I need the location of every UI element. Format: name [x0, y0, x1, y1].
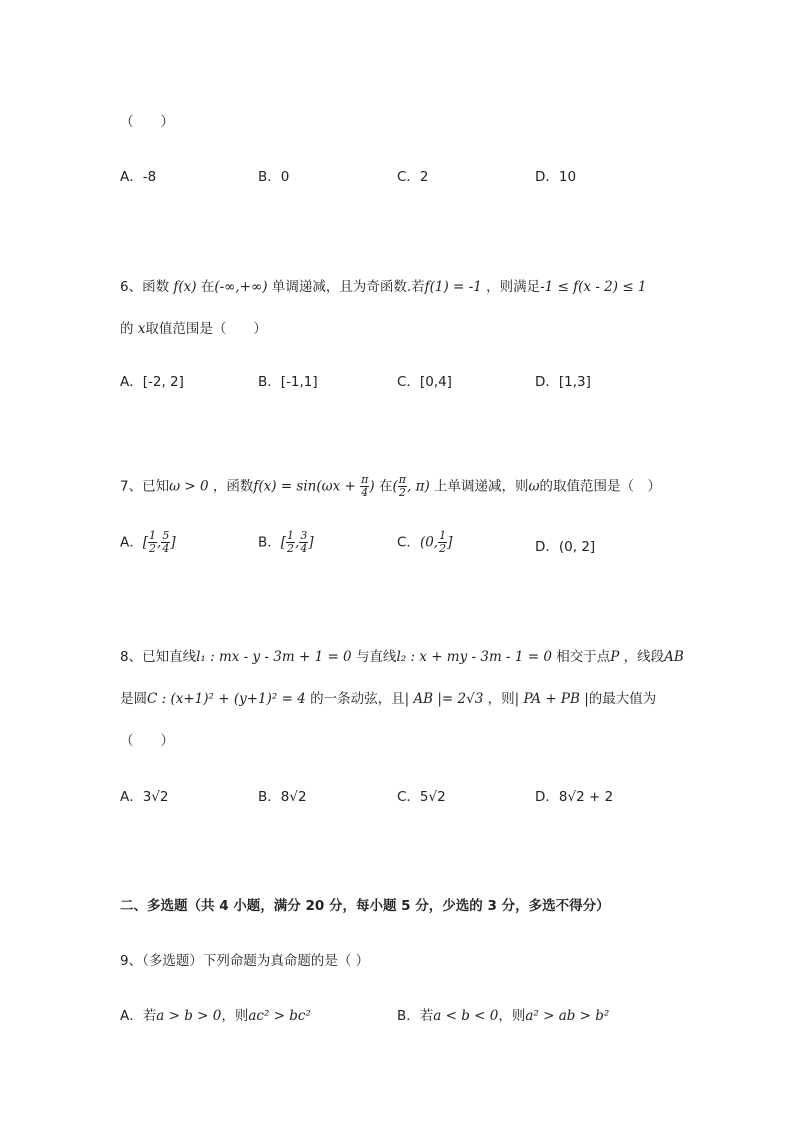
q7-math: ω > 0 [169, 478, 209, 495]
q7-option-d: D．(0, 2] [535, 539, 596, 555]
q5-option-b: B．0 [258, 169, 290, 185]
q8-math: l₂ : x + my - 3m - 1 = 0 [396, 649, 552, 665]
q8-option-c: C．5√2 [397, 789, 446, 805]
q7-text: ，函数 [212, 478, 254, 495]
section-heading: 二、多选题（共 4 小题，满分 20 分，每小题 5 分，少选的 3 分，多选不得分） [120, 898, 610, 914]
q8-math: l₁ : mx - y - 3m + 1 = 0 [196, 649, 352, 665]
q8-math: P [610, 649, 620, 665]
q7-math: , π) [407, 478, 430, 495]
q6-stem-line2 [120, 317, 267, 337]
q8-stem [120, 645, 684, 665]
q5-option-c: C．2 [397, 169, 429, 185]
q5-option-a: A．-8 [120, 169, 157, 185]
q6-math: -1 ≤ f(x - 2) ≤ 1 [540, 279, 647, 295]
q7-option-b: B．[ $\frac{1}{2}$ , $\frac{3}{4}$ ] [258, 529, 314, 555]
q6-text: 在 [200, 279, 215, 295]
q8-text: 是圆 [120, 691, 147, 707]
q6-text: 6、函数 [120, 279, 170, 295]
q6-text: 取值范围是（ ） [145, 321, 267, 337]
q8-paren: （ ） [120, 733, 174, 749]
q7-option-a: A．[ $\frac{1}{2}$ , $\frac{5}{4}$ ] [120, 529, 176, 555]
q8-text: 相交于点 [556, 649, 611, 665]
q7-option-c: C．(0, $\frac{1}{2}$ ] [397, 529, 453, 555]
q6-math: f(1) = -1 [424, 279, 482, 295]
q8-text: 的一条动弦，且 [310, 691, 405, 707]
q7-text: 7、已知 [120, 478, 170, 495]
q7-text: 的取值范围是（ ） [539, 478, 662, 495]
q7-math: ) [369, 478, 375, 495]
q7-fraction: $\frac{\pi}{4}$ [361, 473, 369, 499]
q8-math: | AB |= 2√3 [404, 691, 484, 707]
question-paren: （ ） [120, 114, 174, 130]
q7-math: ω [528, 478, 540, 495]
q6-math: f(x) [173, 279, 197, 295]
q6-option-b: B．[-1,1] [258, 374, 318, 390]
q6-option-d: D．[1,3] [535, 374, 591, 390]
q6-text: ，则满足 [486, 279, 541, 295]
q8-text: ，则 [487, 691, 515, 707]
q9-stem: 9、（多选题）下列命题为真命题的是（ ） [120, 953, 370, 969]
q7-math: f(x) = sin(ωx + [253, 478, 356, 495]
q8-option-a: A．3√2 [120, 789, 169, 805]
q9-option-a: A．若a > b > 0，则ac² > bc² [120, 1008, 311, 1024]
q6-math: (-∞,+∞) [214, 279, 268, 295]
q8-math: AB [664, 649, 684, 665]
q6-option-c: C．[0,4] [397, 374, 452, 390]
q7-text: 上单调递减，则 [434, 478, 529, 495]
q5-option-d: D．10 [535, 169, 577, 185]
q8-text: 8、已知直线 [120, 649, 197, 665]
q7-text: 在 [378, 478, 393, 495]
q6-option-a: A．[-2, 2] [120, 374, 184, 390]
q8-math: | PA + PB | [514, 691, 589, 707]
q7-stem: 7、已知ω > 0 ，函数f(x) = sin(ωx + $\frac{\pi}{4}$ ) 在( $\frac{\pi}{2}$ , π) 上单调递减，则ω的取值范围是（ ） [120, 473, 662, 499]
q8-stem-line2 [120, 687, 656, 707]
q6-math: x [137, 321, 146, 337]
q8-option-b: B．8√2 [258, 789, 307, 805]
q8-text: ，线段 [623, 649, 665, 665]
q8-text: 与直线 [355, 649, 397, 665]
q7-fraction: $\frac{\pi}{2}$ [398, 473, 406, 499]
q9-option-b: B．若a < b < 0，则a² > ab > b² [397, 1008, 610, 1024]
q6-text: 的 [120, 321, 134, 337]
q8-option-d: D．8√2 + 2 [535, 789, 614, 805]
q8-text: 的最大值为 [588, 691, 657, 707]
q8-math: C : (x+1)² + (y+1)² = 4 [147, 691, 306, 707]
q6-stem [120, 275, 647, 295]
q6-text: 单调递减，且为奇函数.若 [271, 279, 425, 295]
